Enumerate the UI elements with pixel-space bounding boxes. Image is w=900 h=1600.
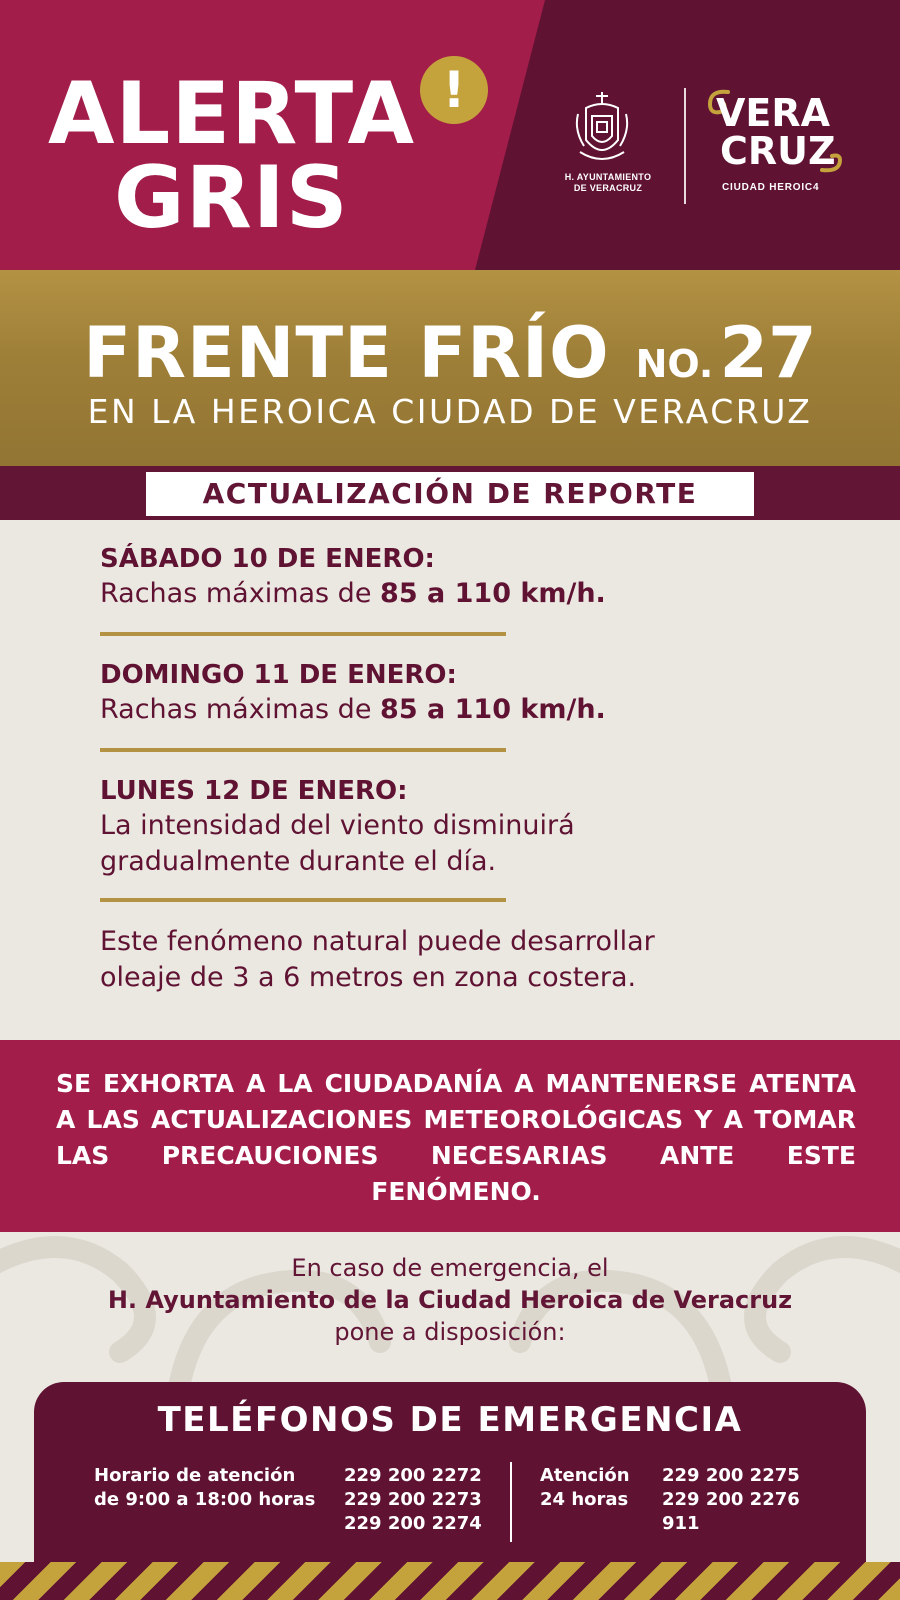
exhorta-text: SE EXHORTA A LA CIUDADANÍA A MANTENERSE ATENTA A LAS ACTUALIZACIONES METEOROLÓGICAS Y A TOMAR LAS PRECAUCIONES NECESARIAS ANTE ESTE FENÓMENO.: [56, 1069, 856, 1206]
report-note-line2: oleaje de 3 a 6 metros en zona costera.: [100, 962, 637, 993]
report-list: [100, 520, 800, 996]
schedule-label-line1: Horario de atención: [94, 1465, 296, 1486]
logo-line1: VERA: [716, 91, 831, 135]
emergency-intro: [0, 1252, 900, 1348]
exclamation-icon: !: [420, 56, 488, 124]
phone-number[interactable]: 229 200 2276: [662, 1489, 800, 1510]
hazard-stripe: [0, 1562, 900, 1600]
attention-label-line1: Atención: [540, 1465, 630, 1486]
phone-number[interactable]: 229 200 2275: [662, 1465, 800, 1486]
report-text-2: [100, 692, 800, 728]
header-divider: [684, 88, 686, 204]
schedule-numbers: [344, 1464, 482, 1536]
report-note-line1: Este fenómeno natural puede desarrollar: [100, 926, 655, 957]
attention-label: [540, 1464, 630, 1512]
alert-title: [48, 64, 468, 248]
ayuntamiento-line2: DE VERACRUZ: [573, 183, 643, 193]
alert-title-line2: GRIS: [114, 148, 349, 248]
attention-numbers: [662, 1464, 800, 1536]
banner-no: NO.: [635, 342, 714, 386]
emergency-line1: En caso de emergencia, el: [291, 1254, 609, 1282]
schedule-label: [94, 1464, 315, 1512]
report-day-1: SÁBADO 10 DE ENERO:: [100, 544, 435, 574]
section-title: ACTUALIZACIÓN DE REPORTE: [202, 477, 698, 510]
phone-number[interactable]: 229 200 2272: [344, 1465, 482, 1486]
veracruz-logo: [716, 91, 836, 173]
phone-number[interactable]: 229 200 2274: [344, 1513, 482, 1534]
banner-frente: FRENTE FRÍO: [83, 312, 610, 394]
logo-line2: CRUZ: [720, 129, 836, 173]
alert-title-line1: ALERTA: [48, 64, 416, 164]
phones-divider: [510, 1462, 512, 1542]
report-text-3-line2: gradualmente durante el día.: [100, 846, 497, 877]
ayuntamiento-label: [548, 172, 668, 194]
banner-title: [0, 312, 900, 394]
emergency-line2: H. Ayuntamiento de la Ciudad Heroica de Veracruz: [107, 1286, 793, 1314]
banner-subtitle: EN LA HEROICA CIUDAD DE VERACRUZ: [87, 392, 813, 431]
report-day-2: DOMINGO 11 DE ENERO:: [100, 660, 457, 690]
report-text-1-prefix: Rachas máximas de: [100, 578, 381, 609]
schedule-label-line2: de 9:00 a 18:00 horas: [94, 1489, 316, 1510]
logo-tagline: CIUDAD HEROIC4: [722, 182, 820, 193]
phones-title: TELÉFONOS DE EMERGENCIA: [157, 1400, 743, 1440]
banner-number: 27: [719, 312, 817, 394]
attention-label-line2: 24 horas: [540, 1489, 629, 1510]
report-text-3-line1: La intensidad del viento disminuirá: [100, 810, 575, 841]
report-text-2-value: 85 a 110 km/h.: [380, 694, 606, 725]
report-text-2-prefix: Rachas máximas de: [100, 694, 381, 725]
emergency-line3: pone a disposición:: [334, 1318, 566, 1346]
report-day-3: LUNES 12 DE ENERO:: [100, 776, 408, 806]
ayuntamiento-line1: H. AYUNTAMIENTO: [564, 172, 652, 182]
phone-number[interactable]: 911: [662, 1513, 700, 1534]
report-text-1: [100, 576, 800, 612]
coat-of-arms-icon: [572, 90, 632, 166]
phone-number[interactable]: 229 200 2273: [344, 1489, 482, 1510]
report-text-1-value: 85 a 110 km/h.: [380, 578, 606, 609]
swirl-ornament-icon: [820, 152, 844, 174]
